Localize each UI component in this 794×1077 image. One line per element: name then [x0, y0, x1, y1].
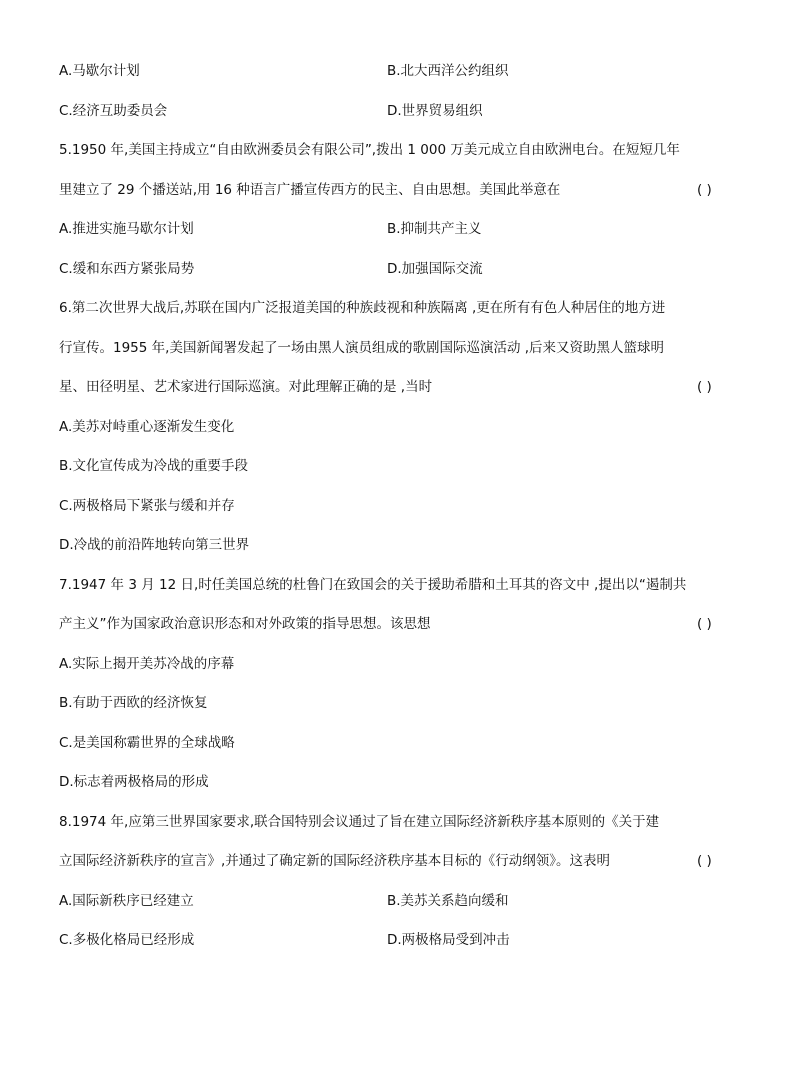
q8-answer-bracket[interactable]: ( )	[697, 853, 712, 869]
q8-stem-line2: 立国际经济新秩序的宣言》,并通过了确定新的国际经济秩序基本目标的《行动纲领》。这表明	[59, 853, 611, 869]
q7-answer-bracket[interactable]: ( )	[697, 616, 712, 632]
q6-option-d[interactable]: D.冷战的前沿阵地转向第三世界	[59, 537, 250, 553]
q7-option-b[interactable]: B.有助于西欧的经济恢复	[59, 695, 208, 711]
q8-option-d[interactable]: D.两极格局受到冲击	[387, 932, 510, 948]
q4-option-d[interactable]: D.世界贸易组织	[387, 103, 483, 119]
q4-option-a[interactable]: A.马歇尔计划	[59, 63, 140, 79]
q6-option-a[interactable]: A.美苏对峙重心逐渐发生变化	[59, 419, 235, 435]
q5-answer-bracket[interactable]: ( )	[697, 182, 712, 198]
q6-stem-line2: 行宣传。1955 年,美国新闻署发起了一场由黑人演员组成的歌剧国际巡演活动 ,后来又资助黑人篮球明	[59, 340, 665, 356]
q7-stem-line2: 产主义”作为国家政治意识形态和对外政策的指导思想。该思想	[59, 616, 431, 632]
q8-option-b[interactable]: B.美苏关系趋向缓和	[387, 893, 509, 909]
q7-option-d[interactable]: D.标志着两极格局的形成	[59, 774, 209, 790]
q7-option-a[interactable]: A.实际上揭开美苏冷战的序幕	[59, 656, 235, 672]
q5-option-c[interactable]: C.缓和东西方紧张局势	[59, 261, 195, 277]
q6-stem-line3: 星、田径明星、艺术家进行国际巡演。对此理解正确的是 ,当时	[59, 379, 433, 395]
q6-answer-bracket[interactable]: ( )	[697, 379, 712, 395]
q4-option-b[interactable]: B.北大西洋公约组织	[387, 63, 509, 79]
q5-option-b[interactable]: B.抑制共产主义	[387, 221, 482, 237]
q5-stem-line2: 里建立了 29 个播送站,用 16 种语言广播宣传西方的民主、自由思想。美国此举意在	[59, 182, 561, 198]
q8-option-a[interactable]: A.国际新秩序已经建立	[59, 893, 194, 909]
q4-option-c[interactable]: C.经济互助委员会	[59, 103, 168, 119]
q6-option-c[interactable]: C.两极格局下紧张与缓和并存	[59, 498, 235, 514]
q8-stem-line1: 8.1974 年,应第三世界国家要求,联合国特别会议通过了旨在建立国际经济新秩序基本原则的《关于建	[59, 814, 660, 830]
q5-stem-line1: 5.1950 年,美国主持成立“自由欧洲委员会有限公司”,拨出 1 000 万美元成立自由欧洲电台。在短短几年	[59, 142, 680, 158]
q5-option-d[interactable]: D.加强国际交流	[387, 261, 483, 277]
q7-stem-line1: 7.1947 年 3 月 12 日,时任美国总统的杜鲁门在致国会的关于援助希腊和土耳其的咨文中 ,提出以“遏制共	[59, 577, 687, 593]
q8-option-c[interactable]: C.多极化格局已经形成	[59, 932, 195, 948]
q6-option-b[interactable]: B.文化宣传成为冷战的重要手段	[59, 458, 249, 474]
q5-option-a[interactable]: A.推进实施马歇尔计划	[59, 221, 194, 237]
q6-stem-line1: 6.第二次世界大战后,苏联在国内广泛报道美国的种族歧视和种族隔离 ,更在所有有色人种居住的地方进	[59, 300, 666, 316]
q7-option-c[interactable]: C.是美国称霸世界的全球战略	[59, 735, 235, 751]
